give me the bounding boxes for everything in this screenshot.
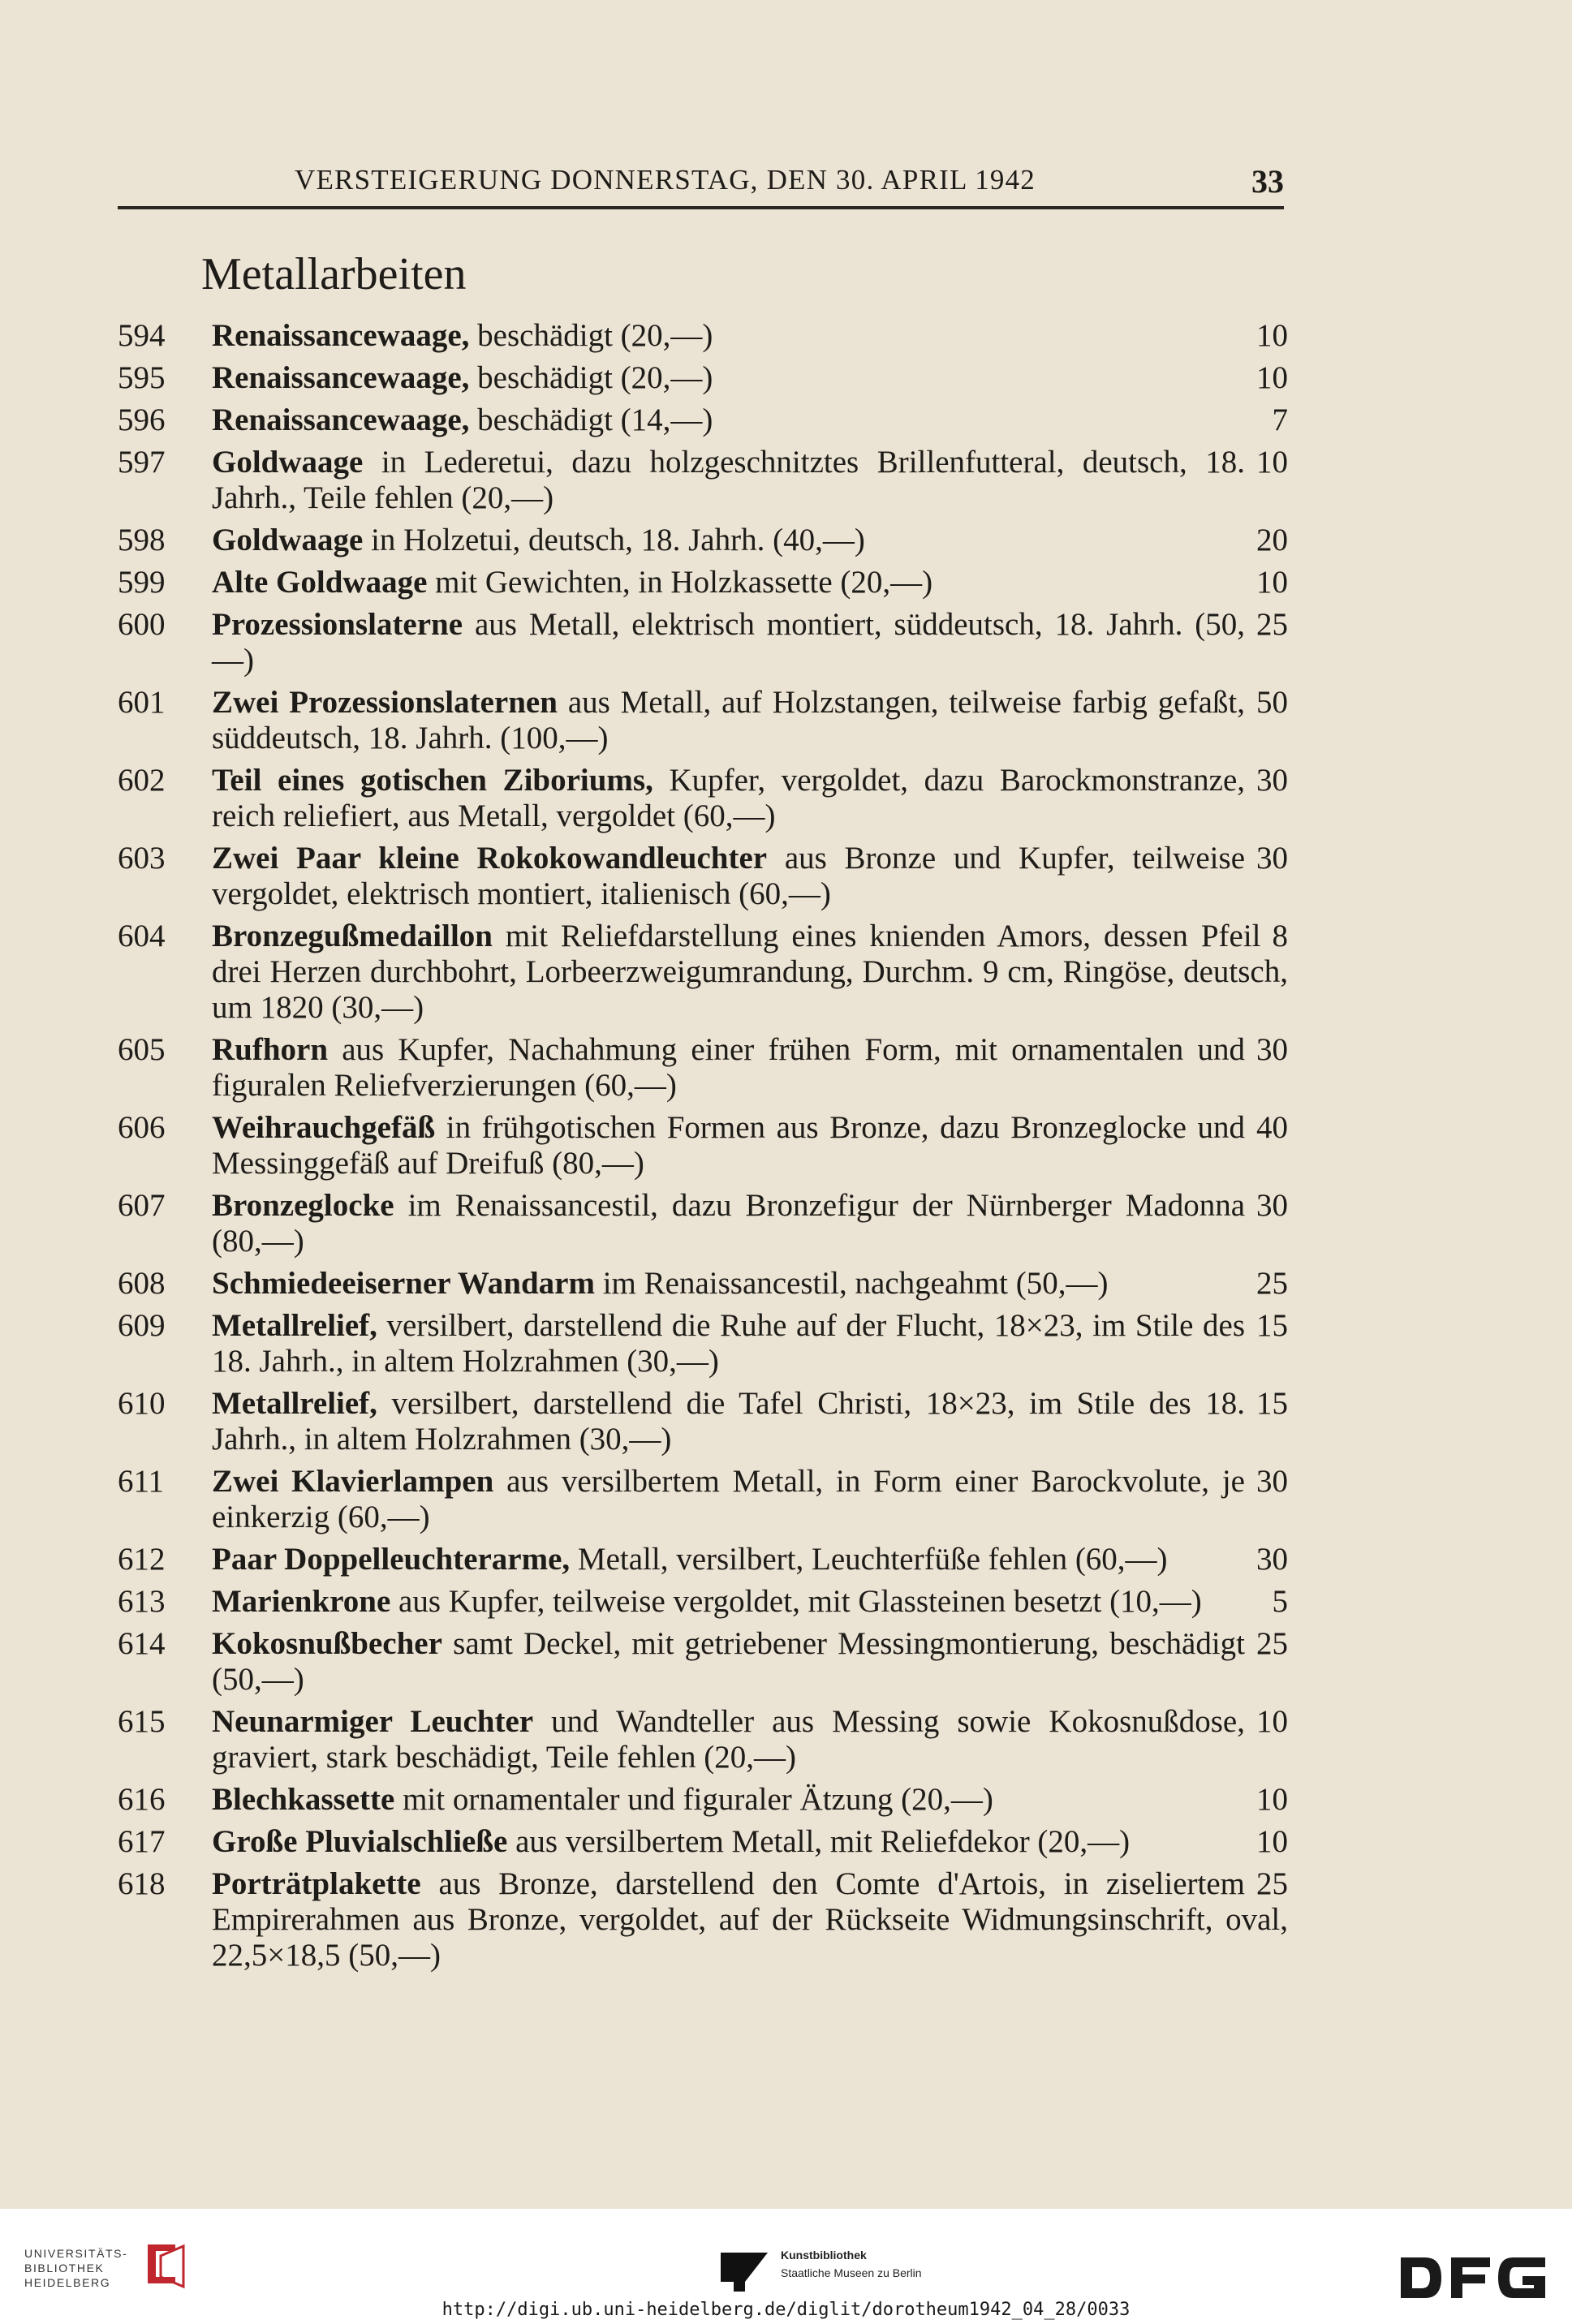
lot-title: Alte Goldwaage	[212, 565, 428, 600]
estimate-price: 10	[1256, 1704, 1288, 1739]
catalog-entry	[118, 1824, 1288, 1860]
lot-text: aus Bronze, darstellend den Comte d'Artois, in ziseliertem Empirerahmen aus Bronze, vergoldet, auf der Rückseite Widmungsinschrift, oval, 22,5×18,5 (50,—)	[212, 1866, 1288, 1973]
entry-description	[212, 685, 1288, 756]
university-line: UNIVERSITÄTS-	[24, 2247, 128, 2260]
lot-number: 612	[118, 1542, 166, 1577]
entry-description	[212, 919, 1288, 1026]
university-line: BIBLIOTHEK	[24, 2262, 105, 2275]
lot-text: samt Deckel, mit getriebener Messingmontierung, beschädigt (50,—)	[212, 1626, 1246, 1697]
lot-text: aus versilbertem Metall, in Form einer Barockvolute, je einkerzig (60,—)	[212, 1464, 1245, 1534]
lot-title: Zwei Prozessionslaternen	[212, 685, 558, 720]
lot-number: 607	[118, 1188, 166, 1223]
catalog-entries	[118, 318, 1288, 1980]
lot-title: Renaissancewaage,	[212, 360, 470, 395]
entry-description	[212, 402, 1288, 438]
entry-description	[212, 1626, 1288, 1698]
entry-description	[212, 1386, 1288, 1457]
catalog-entry	[118, 523, 1288, 558]
estimate-price: 30	[1256, 763, 1288, 798]
estimate-price: 25	[1256, 1626, 1288, 1661]
estimate-price: 10	[1256, 565, 1288, 600]
estimate-price: 25	[1256, 1866, 1288, 1901]
catalog-entry	[118, 1032, 1288, 1104]
entry-description	[212, 1308, 1288, 1379]
estimate-price: 15	[1256, 1308, 1288, 1343]
lot-number: 613	[118, 1584, 166, 1619]
catalog-entry	[118, 607, 1288, 678]
lot-number: 611	[118, 1464, 165, 1499]
lot-title: Porträtplakette	[212, 1866, 421, 1901]
lot-title: Renaissancewaage,	[212, 318, 470, 353]
catalog-entry	[118, 565, 1288, 600]
estimate-price: 30	[1256, 841, 1288, 876]
catalog-entry	[118, 1866, 1288, 1973]
university-line: HEIDELBERG	[24, 2276, 111, 2289]
entry-description	[212, 1188, 1288, 1259]
lot-title: Bronzegußmedaillon	[212, 919, 493, 953]
catalog-entry	[118, 841, 1288, 912]
estimate-price: 25	[1256, 1266, 1288, 1301]
lot-number: 617	[118, 1824, 166, 1859]
entry-description	[212, 1704, 1288, 1775]
estimate-price: 30	[1256, 1542, 1288, 1577]
lot-title: Paar Doppelleuchterarme,	[212, 1542, 571, 1577]
estimate-price: 30	[1256, 1188, 1288, 1223]
lot-text: aus versilbertem Metall, mit Reliefdekor (20,—)	[515, 1824, 1131, 1859]
lot-title: Zwei Paar kleine Rokokowandleuchter	[212, 841, 768, 876]
lot-text: beschädigt (20,—)	[477, 318, 713, 353]
lot-title: Große Pluvialschließe	[212, 1824, 508, 1859]
lot-number: 597	[118, 445, 166, 480]
catalog-entry	[118, 1266, 1288, 1302]
lot-number: 609	[118, 1308, 166, 1343]
estimate-price: 7	[1272, 402, 1288, 437]
kunstbibliothek-logo-icon	[717, 2244, 776, 2298]
entry-description	[212, 445, 1288, 516]
lot-number: 615	[118, 1704, 166, 1739]
lot-text: versilbert, darstellend die Ruhe auf der Flucht, 18×23, im Stile des 18. Jahrh., in altem Holzrahmen (30,—)	[212, 1308, 1246, 1379]
section-title: Metallarbeiten	[201, 249, 467, 299]
estimate-price: 25	[1256, 607, 1288, 642]
lot-title: Kokosnußbecher	[212, 1626, 442, 1661]
entry-description	[212, 841, 1288, 912]
lot-title: Prozessionslaterne	[212, 607, 463, 642]
estimate-price: 30	[1256, 1464, 1288, 1499]
catalog-entry	[118, 1110, 1288, 1181]
lot-number: 608	[118, 1266, 166, 1301]
catalog-entry	[118, 1188, 1288, 1259]
lot-title: Zwei Klavierlampen	[212, 1464, 494, 1499]
catalog-entry	[118, 685, 1288, 756]
entry-description	[212, 523, 1288, 558]
entry-description	[212, 763, 1288, 834]
estimate-price: 5	[1272, 1584, 1288, 1619]
entry-description	[212, 1584, 1288, 1620]
kunstbibliothek-subtitle: Staatliche Museen zu Berlin	[781, 2266, 922, 2279]
lot-number: 618	[118, 1866, 166, 1901]
lot-text: in frühgotischen Formen aus Bronze, dazu Bronzeglocke und Messinggefäß auf Dreifuß (80,—)	[212, 1110, 1246, 1181]
lot-title: Schmiedeeiserner Wandarm	[212, 1266, 595, 1301]
lot-title: Metallrelief,	[212, 1386, 377, 1421]
lot-title: Goldwaage	[212, 445, 364, 480]
catalog-entry	[118, 1464, 1288, 1535]
entry-description	[212, 1266, 1288, 1302]
lot-number: 595	[118, 360, 166, 395]
lot-number: 606	[118, 1110, 166, 1145]
lot-text: Kupfer, vergoldet, dazu Barockmonstranze, reich reliefiert, aus Metall, vergoldet (60,—)	[212, 763, 1246, 833]
lot-number: 601	[118, 685, 166, 720]
lot-number: 610	[118, 1386, 166, 1421]
university-logo-icon	[143, 2240, 188, 2292]
catalog-entry	[118, 1542, 1288, 1577]
estimate-price: 40	[1256, 1110, 1288, 1145]
running-header	[118, 159, 1284, 206]
lot-text: im Renaissancestil, nachgeahmt (50,—)	[602, 1266, 1109, 1301]
lot-text: aus Kupfer, teilweise vergoldet, mit Glassteinen besetzt (10,—)	[398, 1584, 1202, 1619]
catalog-entry	[118, 445, 1288, 516]
catalog-entry	[118, 763, 1288, 834]
lot-text: aus Bronze und Kupfer, teilweise vergoldet, elektrisch montiert, italienisch (60,—)	[212, 841, 1246, 911]
catalog-entry	[118, 1704, 1288, 1775]
footer	[0, 2209, 1572, 2324]
page-number: 33	[1251, 163, 1284, 200]
lot-number: 598	[118, 523, 166, 557]
catalog-entry	[118, 1308, 1288, 1379]
page-url[interactable]: http://digi.ub.uni-heidelberg.de/diglit/dorotheum1942_04_28/0033	[441, 2300, 1131, 2320]
lot-text: beschädigt (20,—)	[477, 360, 713, 395]
entry-description	[212, 360, 1288, 396]
lot-title: Rufhorn	[212, 1032, 329, 1067]
lot-text: aus Kupfer, Nachahmung einer frühen Form, mit ornamentalen und figuralen Reliefverzierungen (60,—)	[212, 1032, 1245, 1103]
entry-description	[212, 1782, 1288, 1818]
estimate-price: 10	[1256, 360, 1288, 395]
entry-description	[212, 1032, 1288, 1104]
lot-title: Marienkrone	[212, 1584, 391, 1619]
lot-title: Metallrelief,	[212, 1308, 377, 1343]
catalog-entry	[118, 402, 1288, 438]
lot-title: Renaissancewaage,	[212, 402, 470, 437]
lot-number: 602	[118, 763, 166, 798]
catalog-entry	[118, 360, 1288, 396]
lot-text: und Wandteller aus Messing sowie Kokosnußdose, graviert, stark beschädigt, Teile fehlen (20,—)	[212, 1704, 1245, 1775]
catalog-entry	[118, 1584, 1288, 1620]
entry-description	[212, 1464, 1288, 1535]
lot-number: 604	[118, 919, 166, 953]
running-title: VERSTEIGERUNG DONNERSTAG, DEN 30. APRIL 1942	[295, 164, 1036, 196]
entry-description	[212, 607, 1288, 678]
estimate-price: 30	[1256, 1032, 1288, 1067]
lot-number: 614	[118, 1626, 166, 1661]
estimate-price: 10	[1256, 1824, 1288, 1859]
lot-number: 603	[118, 841, 166, 876]
lot-text: aus Metall, auf Holzstangen, teilweise farbig gefaßt, süddeutsch, 18. Jahrh. (100,—)	[212, 685, 1245, 755]
lot-text: im Renaissancestil, dazu Bronzefigur der Nürnberger Madonna (80,—)	[212, 1188, 1245, 1259]
dfg-logo-icon	[1398, 2254, 1548, 2301]
kunstbibliothek-name: Kunstbibliothek	[781, 2249, 867, 2262]
lot-number: 616	[118, 1782, 166, 1817]
lot-number: 594	[118, 318, 166, 353]
lot-number: 599	[118, 565, 166, 600]
lot-number: 596	[118, 402, 166, 437]
lot-title: Weihrauchgefäß	[212, 1110, 436, 1145]
lot-text: mit ornamentaler und figuraler Ätzung (20,—)	[403, 1782, 993, 1817]
lot-text: in Lederetui, dazu holzgeschnitztes Brillenfutteral, deutsch, 18. Jahrh., Teile fehlen (20,—)	[212, 445, 1245, 515]
lot-text: mit Reliefdarstellung eines knienden Amors, dessen Pfeil drei Herzen durchbohrt, Lorbeerzweigumrandung, Durchm. 9 cm, Ringöse, deutsch, um 1820 (30,—)	[212, 919, 1288, 1025]
estimate-price: 10	[1256, 445, 1288, 480]
lot-title: Bronzeglocke	[212, 1188, 394, 1223]
lot-text: beschädigt (14,—)	[477, 402, 713, 437]
estimate-price: 10	[1256, 1782, 1288, 1817]
estimate-price: 15	[1256, 1386, 1288, 1421]
lot-number: 605	[118, 1032, 166, 1067]
estimate-price: 10	[1256, 318, 1288, 353]
entry-description	[212, 1824, 1288, 1860]
lot-title: Goldwaage	[212, 523, 364, 557]
entry-description	[212, 1542, 1288, 1577]
lot-title: Neunarmiger Leuchter	[212, 1704, 534, 1739]
university-library-name	[24, 2246, 127, 2290]
lot-title: Blechkassette	[212, 1782, 395, 1817]
catalog-entry	[118, 1386, 1288, 1457]
catalog-entry	[118, 1626, 1288, 1698]
lot-text: mit Gewichten, in Holzkassette (20,—)	[435, 565, 933, 600]
lot-number: 600	[118, 607, 166, 642]
catalog-entry	[118, 1782, 1288, 1818]
lot-text: versilbert, darstellend die Tafel Christi, 18×23, im Stile des 18. Jahrh., in altem Holzrahmen (30,—)	[212, 1386, 1245, 1457]
estimate-price: 8	[1272, 919, 1288, 953]
lot-text: Metall, versilbert, Leuchterfüße fehlen (60,—)	[577, 1542, 1168, 1577]
lot-text: in Holzetui, deutsch, 18. Jahrh. (40,—)	[371, 523, 865, 557]
entry-description	[212, 1110, 1288, 1181]
entry-description	[212, 1866, 1288, 1973]
catalog-entry	[118, 318, 1288, 354]
header-rule	[118, 206, 1284, 209]
estimate-price: 20	[1256, 523, 1288, 557]
entry-description	[212, 318, 1288, 354]
entry-description	[212, 565, 1288, 600]
lot-text: aus Metall, elektrisch montiert, süddeutsch, 18. Jahrh. (50,—)	[212, 607, 1245, 678]
lot-title: Teil eines gotischen Ziboriums,	[212, 763, 653, 798]
catalog-entry	[118, 919, 1288, 1026]
kunstbibliothek-text	[781, 2246, 922, 2282]
estimate-price: 50	[1256, 685, 1288, 720]
